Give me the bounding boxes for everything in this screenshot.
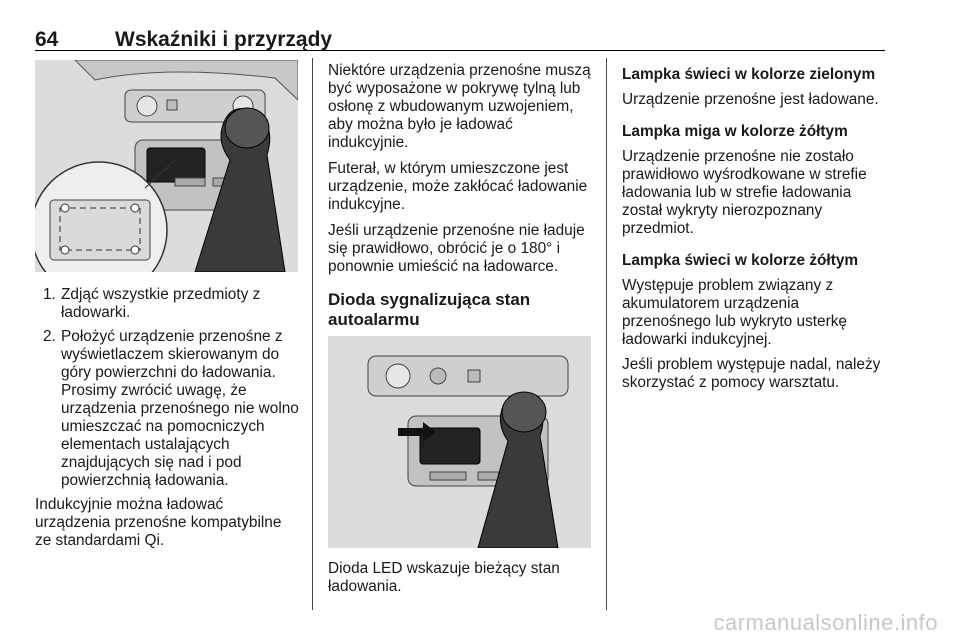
watermark: carmanualsonline.info	[713, 610, 938, 635]
page-number: 64	[35, 28, 59, 51]
page-title: Wskaźniki i przyrządy	[115, 28, 333, 51]
closing-text: Jeśli problem występuje nadal, należy skorzystać z pomocy warsztatu.	[622, 356, 881, 391]
header-divider	[35, 50, 885, 51]
body-paragraph: Indukcyjnie można ładować urządzenia przenośne kompatybilne ze standardami Qi.	[35, 496, 282, 549]
entry-text: Występuje problem związany z akumulatorem urządzenia przenośnego lub wykryto usterkę ładowarki indukcyjnej.	[622, 277, 847, 348]
body-paragraph: Futerał, w którym umieszczone jest urządzenie, może zakłócać ładowanie indukcyjne.	[328, 160, 588, 213]
status-entry-blinking-yellow	[622, 123, 884, 238]
column-divider	[312, 58, 313, 610]
entry-title: Lampka miga w kolorze żółtym	[622, 123, 848, 140]
entry-text: Urządzenie przenośne nie zostało prawidłowo wyśrodkowane w strefie ładowania lub w strefie ładowania został wykryty nierozpoznany przedmiot.	[622, 148, 867, 237]
step-text: Położyć urządzenie przenośne z wyświetlaczem skierowanym do góry powierzchni do ładowania. Prosimy zwrócić uwagę, że urządzenia przenośnego nie wolno umieszczać na pomocniczych elementach ustalających znajdujących się nad i pod powierzchnią ładowania.	[61, 328, 299, 489]
instruction-steps	[35, 286, 300, 490]
list-item: 1. Zdjąć wszystkie przedmioty z ładowarki.	[43, 286, 261, 321]
column-1	[35, 60, 300, 558]
entry-title: Lampka świeci w kolorze zielonym	[622, 66, 876, 83]
wireless-charger-illustration	[35, 60, 298, 272]
list-item: 2. Położyć urządzenie przenośne z wyświetlaczem skierowanym do góry powierzchni do ładowania. Prosimy zwrócić uwagę, że urządzenia przenośnego nie wolno umieszczać na pomocniczych elementach ustalających znajdujących się nad i pod powierzchnią ładowania.	[43, 328, 299, 489]
column-3	[622, 66, 884, 406]
column-divider	[606, 58, 607, 610]
charging-led-illustration	[328, 336, 591, 548]
step-text: Zdjąć wszystkie przedmioty z ładowarki.	[61, 286, 261, 321]
section-heading: Dioda sygnalizująca stan autoalarmu	[328, 290, 531, 329]
body-paragraph: Niektóre urządzenia przenośne muszą być wyposażone w pokrywę tylną lub osłonę z wbudowanym uzwojeniem, aby można było je ładować indukcyjnie.	[328, 62, 591, 151]
page-header	[35, 22, 885, 52]
column-2	[328, 62, 596, 604]
entry-title: Lampka świeci w kolorze żółtym	[622, 252, 859, 269]
status-entry-yellow	[622, 252, 884, 392]
status-entry-green	[622, 66, 884, 109]
entry-text: Urządzenie przenośne jest ładowane.	[622, 91, 879, 108]
body-paragraph: Jeśli urządzenie przenośne nie ładuje się prawidłowo, obrócić je o 180° i ponownie umieścić na ładowarce.	[328, 222, 585, 275]
figure-caption: Dioda LED wskazuje bieżący stan ładowania.	[328, 560, 560, 595]
